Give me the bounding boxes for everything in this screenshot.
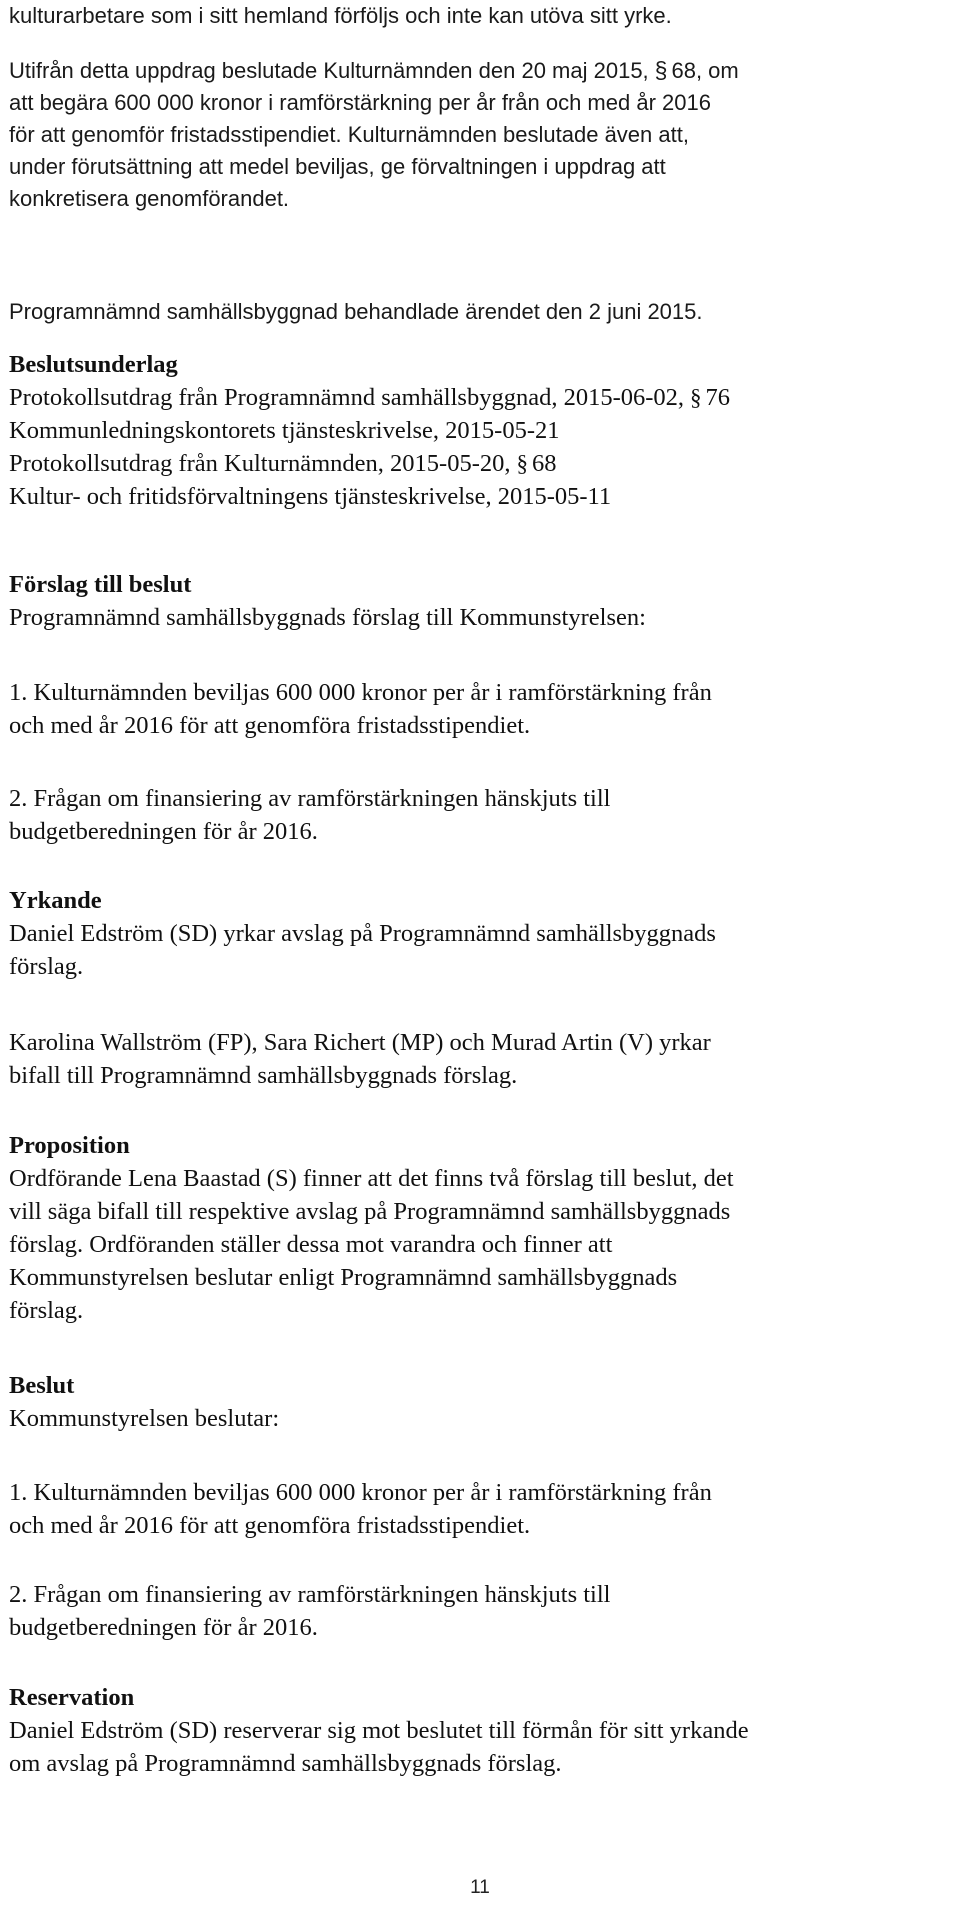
text-line: budgetberedningen för år 2016. (9, 1614, 318, 1641)
text-line: 2. Frågan om finansiering av ramförstärkningen hänskjuts till (9, 1581, 611, 1608)
text-line: konkretisera genomförandet. (9, 186, 290, 211)
beslut-item-2 (9, 1578, 610, 1644)
text-line: Programnämnd samhällsbyggnad behandlade ärendet den 2 juni 2015. (9, 299, 703, 324)
text-line: Kommunstyrelsen beslutar enligt Programnämnd samhällsbyggnads (9, 1264, 678, 1291)
forslag-item-1 (9, 676, 712, 742)
text-line: om avslag på Programnämnd samhällsbyggnads förslag. (9, 1750, 562, 1777)
text-line: Utifrån detta uppdrag beslutade Kulturnämnden den 20 maj 2015, § 68, om (9, 54, 739, 87)
yrkande-paragraph-2 (9, 1026, 711, 1092)
section-heading: Beslut (9, 1372, 75, 1399)
text-line: Daniel Edström (SD) reserverar sig mot beslutet till förmån för sitt yrkande (9, 1717, 749, 1744)
text-line: Kommunledningskontorets tjänsteskrivelse, 2015-05-21 (9, 417, 560, 444)
text-line: Ordförande Lena Baastad (S) finner att det finns två förslag till beslut, det (9, 1165, 734, 1192)
text-line: bifall till Programnämnd samhällsbyggnads förslag. (9, 1062, 518, 1089)
forslag-item-2 (9, 782, 610, 848)
text-line: 1. Kulturnämnden beviljas 600 000 kronor per år i ramförstärkning från (9, 679, 712, 706)
text-line: Kultur- och fritidsförvaltningens tjänsteskrivelse, 2015-05-11 (9, 483, 612, 510)
reservation-section (9, 1681, 749, 1780)
text-line: förslag. (9, 1297, 84, 1324)
intro-line (9, 0, 672, 32)
text-line: Protokollsutdrag från Kulturnämnden, 2015-05-20, § 68 (9, 447, 730, 480)
text-line: kulturarbetare som i sitt hemland förföljs och inte kan utöva sitt yrke. (9, 3, 672, 28)
section-symbol: § (654, 57, 668, 83)
section-heading: Yrkande (9, 887, 102, 914)
beslut-section (9, 1369, 279, 1435)
text-line: under förutsättning att medel beviljas, ge förvaltningen i uppdrag att (9, 154, 666, 179)
beslutsunderlag-section (9, 348, 730, 513)
text-line: 2. Frågan om finansiering av ramförstärkningen hänskjuts till (9, 785, 611, 812)
section-heading: Proposition (9, 1132, 130, 1159)
text-line: 1. Kulturnämnden beviljas 600 000 kronor per år i ramförstärkning från (9, 1479, 712, 1506)
text-line: och med år 2016 för att genomföra fristadsstipendiet. (9, 712, 531, 739)
text-line: för att genomför fristadsstipendiet. Kulturnämnden beslutade även att, (9, 122, 689, 147)
text-line: och med år 2016 för att genomföra fristadsstipendiet. (9, 1512, 531, 1539)
section-heading: Förslag till beslut (9, 571, 192, 598)
forslag-section (9, 568, 646, 634)
intro-paragraph-2 (9, 296, 703, 328)
text-line: förslag. (9, 953, 84, 980)
text-line: Protokollsutdrag från Programnämnd samhällsbyggnad, 2015-06-02, § 76 (9, 381, 730, 414)
section-symbol: § (690, 385, 702, 410)
page-number: 11 (470, 1877, 490, 1898)
beslut-item-1 (9, 1476, 712, 1542)
intro-paragraph-1 (9, 54, 739, 215)
section-heading: Reservation (9, 1684, 135, 1711)
text-line: Kommunstyrelsen beslutar: (9, 1405, 280, 1432)
text-line: att begära 600 000 kronor i ramförstärkning per år från och med år 2016 (9, 90, 711, 115)
text-line: vill säga bifall till respektive avslag på Programnämnd samhällsbyggnads (9, 1198, 731, 1225)
text-line: budgetberedningen för år 2016. (9, 818, 318, 845)
text-line: förslag. Ordföranden ställer dessa mot varandra och finner att (9, 1231, 613, 1258)
proposition-section (9, 1129, 734, 1327)
text-line: Daniel Edström (SD) yrkar avslag på Programnämnd samhällsbyggnads (9, 920, 716, 947)
section-symbol: § (516, 451, 528, 476)
text-line: Programnämnd samhällsbyggnads förslag till Kommunstyrelsen: (9, 604, 646, 631)
text-line: Karolina Wallström (FP), Sara Richert (MP) och Murad Artin (V) yrkar (9, 1029, 711, 1056)
yrkande-section (9, 884, 716, 983)
section-heading: Beslutsunderlag (9, 351, 178, 378)
